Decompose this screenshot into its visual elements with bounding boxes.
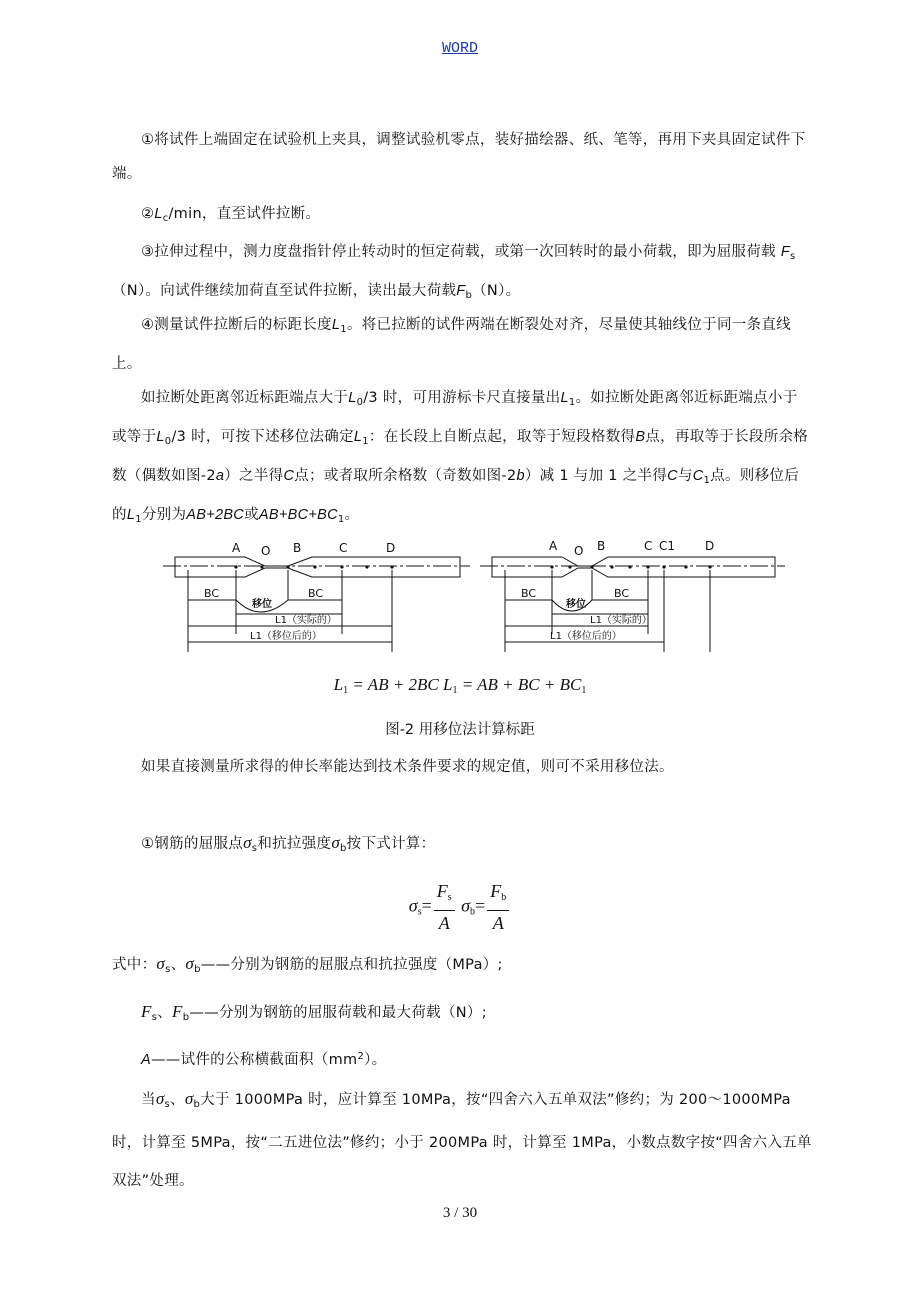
label-a: A (549, 539, 558, 553)
var-a: A (438, 913, 450, 933)
var-sub: b (194, 964, 201, 975)
var-sub: s (790, 251, 796, 262)
var-sub: s (165, 964, 171, 975)
label-shift: 移位 (566, 599, 586, 610)
sigma-symbol: σ (184, 1089, 194, 1108)
var-a: a (215, 468, 225, 484)
var-sub: b (182, 1012, 190, 1023)
text: 如拉断处距离邻近标距端点大于 (141, 390, 349, 406)
sigma-symbol: σ (155, 1089, 165, 1108)
label-l1-actual: L1（实际的） (590, 615, 652, 626)
step-2-text: /min，直至试件拉断。 (168, 206, 321, 222)
var-sub: b (340, 843, 347, 854)
step-3-text-3: （N）。 (472, 283, 521, 299)
fraction-fb-a (487, 880, 509, 935)
text: 、 (170, 957, 186, 973)
text: 点；或者取所余格数（奇数如图-2 (294, 468, 517, 484)
label-d: D (705, 539, 715, 553)
var-sub: 1 (362, 436, 369, 447)
var-f: F (141, 1002, 152, 1021)
formula-ab-bc-bc1: AB+BC+BC (258, 507, 338, 523)
var-l: L (154, 206, 163, 222)
var-sub: 0 (356, 397, 364, 408)
var-sub: 1 (581, 685, 587, 696)
label-o: O (261, 544, 271, 558)
equals-sign: = (421, 895, 432, 916)
text: ——试件的公称横截面积（mm (150, 1052, 358, 1068)
label-b: B (293, 541, 302, 555)
gauge-point (390, 565, 393, 568)
label-d: D (386, 541, 396, 555)
var-sub: b (193, 1099, 201, 1110)
text: 按下式计算： (346, 836, 436, 852)
gauge-point (628, 565, 631, 568)
var-l1: L (126, 507, 136, 523)
var-sub: s (251, 843, 258, 854)
where-f-line (112, 995, 812, 1035)
text: /3 时，可用游标卡尺直接量出 (363, 390, 561, 406)
label-c1: C1 (659, 539, 676, 553)
gauge-point (286, 565, 289, 568)
label-l1-actual: L1（实际的） (275, 615, 337, 626)
gauge-point (313, 565, 316, 568)
var-b: b (516, 468, 525, 484)
gauge-point (684, 565, 687, 568)
text: 与 (677, 468, 693, 484)
var-l1: L (560, 390, 569, 406)
var-f: F (436, 881, 448, 901)
var-fs: F (780, 244, 790, 260)
label-c: C (644, 539, 653, 553)
label-l1-after: L1（移位后的） (550, 631, 622, 642)
step-4-text-2: 。将已拉断的试件两端在断裂处对齐，尽量使其轴线位于同一条直线上。 (112, 317, 791, 372)
var-sub: c (162, 213, 169, 224)
text: ：在长段上自断点起，取等于短段格数得 (368, 429, 636, 445)
gauge-point (610, 565, 613, 568)
formula-part: = AB + 2BC (348, 675, 444, 694)
text: 或 (244, 507, 259, 523)
no-shift-paragraph: 如果直接测量所求得的伸长率能达到技术条件要求的规定值，则可不采用移位法。 (141, 759, 674, 775)
sigma-symbol: σ (331, 833, 340, 852)
label-bc: BC (614, 587, 630, 600)
rounding-paragraph (112, 1080, 812, 1200)
fraction-fs-a (434, 880, 455, 935)
label-c: C (339, 541, 348, 555)
text: 当 (141, 1092, 156, 1108)
sigma-symbol: σ (185, 954, 195, 973)
sigma-symbol: σ (408, 895, 418, 916)
var-b: B (635, 429, 646, 445)
label-shift: 移位 (252, 599, 272, 610)
text: 分别为 (141, 507, 187, 523)
var-sub: b (465, 290, 473, 301)
calc-paragraph (112, 826, 812, 866)
var-sub: 1 (337, 514, 345, 525)
step-3-text-1: ③拉伸过程中，测力度盘指针停止转动时的恒定荷载，或第一次回转时的最小荷载，即为屈服荷载 (141, 244, 776, 260)
text: 。 (344, 507, 360, 523)
gauge-point (340, 565, 343, 568)
var-l1: L (353, 429, 363, 445)
var-l1: L (331, 317, 341, 333)
var-sub: 1 (340, 324, 347, 335)
label-a: A (232, 541, 241, 555)
label-o: O (574, 544, 584, 558)
text: ——分别为钢筋的屈服荷载和最大荷载（N）; (189, 1005, 487, 1021)
text: 、 (157, 1005, 173, 1021)
gauge-point (646, 565, 649, 568)
text: ）之半得 (224, 468, 284, 484)
text: 点。则移位后的 (112, 468, 800, 523)
var-a: A (141, 1052, 151, 1068)
step-3-text-2: （N）。向试件继续加荷直至试件拉断，读出最大荷载 (112, 283, 457, 299)
gauge-point (662, 565, 665, 568)
var-sub: s (164, 1099, 171, 1110)
sigma-symbol: σ (243, 833, 252, 852)
formula-ab-2bc: AB+2BC (186, 507, 245, 523)
step-3-paragraph (112, 235, 812, 313)
step-2-paragraph (112, 197, 812, 236)
text: ——分别为钢筋的屈服点和抗拉强度（MPa）; (200, 957, 503, 973)
var-c: C (283, 468, 295, 484)
var-sub: b (470, 906, 476, 918)
text: 、 (170, 1092, 185, 1108)
step-4-text-1: ④测量试件拉断后的标距长度 (141, 317, 332, 333)
where-a-line (112, 1040, 812, 1077)
label-b: B (597, 539, 606, 553)
var-c1: C (692, 468, 704, 484)
label-bc: BC (521, 587, 537, 600)
var-l1: L (443, 675, 453, 694)
gauge-point (708, 565, 711, 568)
where-sigma-line (112, 947, 812, 987)
text: /3 时，可按下述移位法确定 (171, 429, 354, 445)
gauge-point (590, 565, 593, 568)
step-4-paragraph (112, 308, 812, 381)
var-l0: L (348, 390, 357, 406)
stress-formula (0, 880, 920, 935)
var-l0: L (156, 429, 165, 445)
var-c: C (667, 468, 678, 484)
figure-caption: 图-2 用移位法计算标距 (385, 722, 535, 738)
text: ）。 (364, 1052, 387, 1068)
var-sub: 1 (568, 397, 576, 408)
var-sub: 1 (452, 685, 458, 696)
gauge-point (568, 565, 571, 568)
var-sub: 0 (164, 436, 172, 447)
page-header: WORD (441, 40, 478, 57)
gauge-length-shift-figure (0, 530, 920, 660)
text: ）减 1 与加 1 之半得 (524, 468, 668, 484)
figure-right (480, 557, 785, 652)
text: ①钢筋的屈服点 (141, 836, 244, 852)
gauge-point (550, 565, 553, 568)
var-sub: 1 (343, 685, 349, 696)
page-number: 3 / 30 (442, 1205, 478, 1221)
text: 大于 1000MPa 时，应计算至 10MPa，按“四舍六入五单双法”修约；为 200～1000MPa 时，计算至 5MPa，按“二五进位法”修约；小于 200MPa 时，计算至 1MPa，小数点数字按“四舍六入五单双法”处理。 (112, 1092, 812, 1189)
shift-method-paragraph (112, 381, 812, 537)
var-sub: s (151, 1012, 158, 1023)
superscript: 2 (357, 1051, 365, 1062)
var-f: F (172, 1002, 183, 1021)
sigma-symbol: σ (461, 895, 471, 916)
formula-part: = AB + BC + BC (457, 675, 582, 694)
gauge-point (365, 565, 368, 568)
gauge-point (260, 565, 263, 568)
text: 点，再取等于长段所余格数（偶数如图-2 (112, 429, 809, 484)
var-l1: L (333, 675, 344, 694)
shift-formula (0, 675, 920, 696)
var-sub: s (417, 906, 422, 918)
var-sub: 1 (135, 514, 142, 525)
var-fb: F (456, 283, 466, 299)
label-bc: BC (308, 587, 324, 600)
gauge-point (234, 565, 237, 568)
step-1-text: ①将试件上端固定在试验机上夹具，调整试验机零点，装好描绘器、纸、笔等，再用下夹具固定试件下端。 (112, 132, 806, 182)
text: 式中： (112, 957, 157, 973)
equals-sign: = (475, 895, 486, 916)
sigma-symbol: σ (156, 954, 166, 973)
label-bc: BC (204, 587, 220, 600)
text: 和抗拉强度 (257, 836, 332, 852)
step-1-paragraph (112, 123, 812, 191)
step-2-number: ② (141, 206, 155, 222)
text: 。如拉断处距离邻近标距端点小于或等于 (112, 390, 798, 445)
var-sub: 1 (703, 475, 711, 486)
var-f: F (490, 881, 502, 901)
var-a: A (492, 913, 504, 933)
label-l1-after: L1（移位后的） (250, 631, 322, 642)
var-sub: b (501, 892, 507, 903)
var-sub: s (447, 892, 452, 903)
